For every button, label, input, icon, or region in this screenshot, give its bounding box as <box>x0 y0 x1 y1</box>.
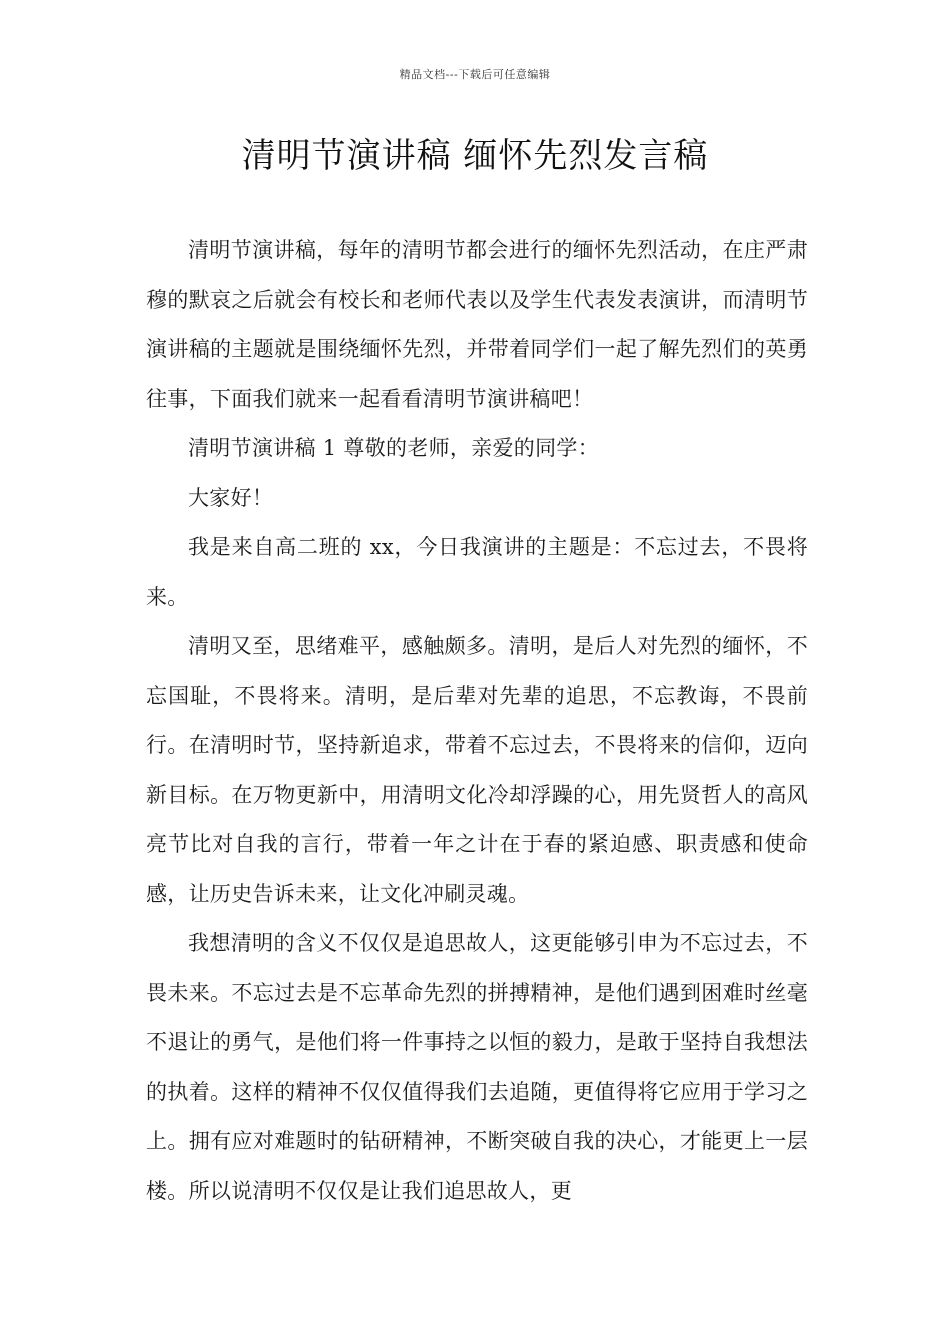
paragraph-salutation: 清明节演讲稿 1 尊敬的老师，亲爱的同学： <box>188 436 600 460</box>
document-body <box>146 226 808 1216</box>
paragraph-theme: 我是来自高二班的 xx，今日我演讲的主题是：不忘过去，不畏将来。 <box>146 535 808 609</box>
paragraph-intro: 清明节演讲稿，每年的清明节都会进行的缅怀先烈活动，在庄严肃穆的默哀之后就会有校长和老师代表以及学生代表发表演讲，而清明节演讲稿的主题就是围绕缅怀先烈，并带着同学们一起了解先烈们的英勇往事，下面我们就来一起看看清明节演讲稿吧！ <box>146 238 808 411</box>
document-title: 清明节演讲稿 缅怀先烈发言稿 <box>241 136 709 176</box>
paragraph-qingming: 清明又至，思绪难平，感触颇多。清明，是后人对先烈的缅怀，不忘国耻，不畏将来。清明，是后辈对先辈的追思，不忘教诲，不畏前行。在清明时节，坚持新追求，带着不忘过去，不畏将来的信仰，迈向新目标。在万物更新中，用清明文化冷却浮躁的心，用先贤哲人的高风亮节比对自我的言行，带着一年之计在于春的紧迫感、职责感和使命感，让历史告诉未来，让文化冲刷灵魂。 <box>146 634 808 906</box>
paragraph-meaning: 我想清明的含义不仅仅是追思故人，这更能够引申为不忘过去，不畏未来。不忘过去是不忘革命先烈的拼搏精神，是他们遇到困难时丝毫不退让的勇气，是他们将一件事持之以恒的毅力，是敢于坚持自我想法的执着。这样的精神不仅仅值得我们去追随，更值得将它应用于学习之上。拥有应对难题时的钻研精神，不断突破自我的决心，才能更上一层楼。所以说清明不仅仅是让我们追思故人，更 <box>146 931 808 1203</box>
header-note: 精品文档---下载后可任意编辑 <box>399 68 551 81</box>
paragraph-greeting: 大家好！ <box>188 485 274 510</box>
